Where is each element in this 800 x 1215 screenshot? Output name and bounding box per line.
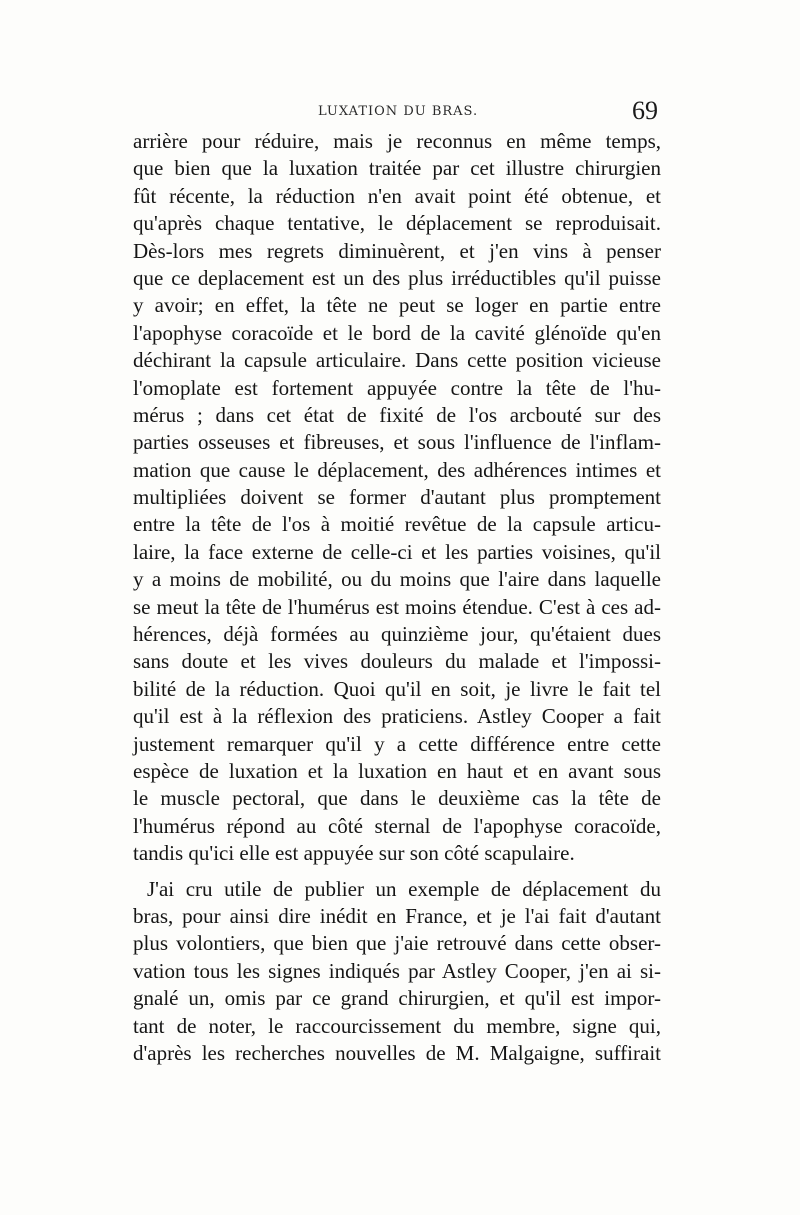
text-line: déchirant la capsule articulaire. Dans cette position vicieuse [133,348,661,373]
text-line: justement remarquer qu'il y a cette différence entre cette [133,731,661,756]
text-line: vation tous les signes indiqués par Astley Cooper, j'en ai si- [133,958,661,983]
paragraph-1 [133,128,661,868]
text-line: laire, la face externe de celle-ci et les parties voisines, qu'il [133,539,661,564]
paragraph-gap [133,868,661,876]
text-line: plus volontiers, que bien que j'aie retrouvé dans cette obser- [133,931,661,956]
text-line: mation que cause le déplacement, des adhérences intimes et [133,457,661,482]
text-line: arrière pour réduire, mais je reconnus en même temps, [133,129,661,153]
text-line: tant de noter, le raccourcissement du membre, signe qui, [133,1013,661,1038]
text-line: entre la tête de l'os à moitié revêtue de la capsule articu- [133,512,661,537]
text-line: se meut la tête de l'humérus est moins étendue. C'est à ces ad- [133,594,661,619]
text-line: tandis qu'ici elle est appuyée sur son côté scapulaire. [133,841,575,866]
paragraph-2 [133,876,661,1068]
text-line: y a moins de mobilité, ou du moins que l'aire dans laquelle [133,567,661,592]
text-line: hérences, déjà formées au quinzième jour, qu'étaient dues [133,622,661,647]
text-line: bilité de la réduction. Quoi qu'il en soit, je livre le fait tel [133,676,661,701]
text-line: y avoir; en effet, la tête ne peut se loger en partie entre [133,293,661,318]
text-line: Dès-lors mes regrets diminuèrent, et j'en vins à penser [133,238,661,263]
text-line: l'omoplate est fortement appuyée contre la tête de l'hu- [133,375,661,400]
text-line: le muscle pectoral, que dans le deuxième cas la tête de [133,786,661,811]
running-head: LUXATION DU BRAS. [318,104,479,119]
text-line: mérus ; dans cet état de fixité de l'os arcbouté sur des [133,402,661,427]
text-line: parties osseuses et fibreuses, et sous l'influence de l'inflam- [133,430,661,455]
text-line: qu'il est à la réflexion des praticiens. Astley Cooper a fait [133,704,661,729]
page-number: 69 [632,96,658,125]
text-line: l'apophyse coracoïde et le bord de la cavité glénoïde qu'en [133,320,661,345]
text-line: sans doute et les vives douleurs du malade et l'impossi- [133,649,661,674]
text-line: que ce deplacement est un des plus irréductibles qu'il puisse [133,265,661,290]
text-line: d'après les recherches nouvelles de M. Malgaigne, suffirait [133,1040,661,1065]
text-line: espèce de luxation et la luxation en haut et en avant sous [133,758,661,783]
body-text [133,128,661,1067]
text-line: bras, pour ainsi dire inédit en France, et je l'ai fait d'autant [133,903,661,928]
text-line: qu'après chaque tentative, le déplacement se reproduisait. [133,211,661,236]
text-line: multipliées doivent se former d'autant plus promptement [133,485,661,510]
text-line: gnalé un, omis par ce grand chirurgien, et qu'il est impor- [133,986,661,1011]
text-line: fût récente, la réduction n'en avait point été obtenue, et [133,183,661,208]
page-header [136,96,658,130]
text-line: l'humérus répond au côté sternal de l'apophyse coracoïde, [133,813,661,838]
text-line: que bien que la luxation traitée par cet illustre chirurgien [133,156,661,181]
text-line: J'ai cru utile de publier un exemple de déplacement du [147,876,661,901]
